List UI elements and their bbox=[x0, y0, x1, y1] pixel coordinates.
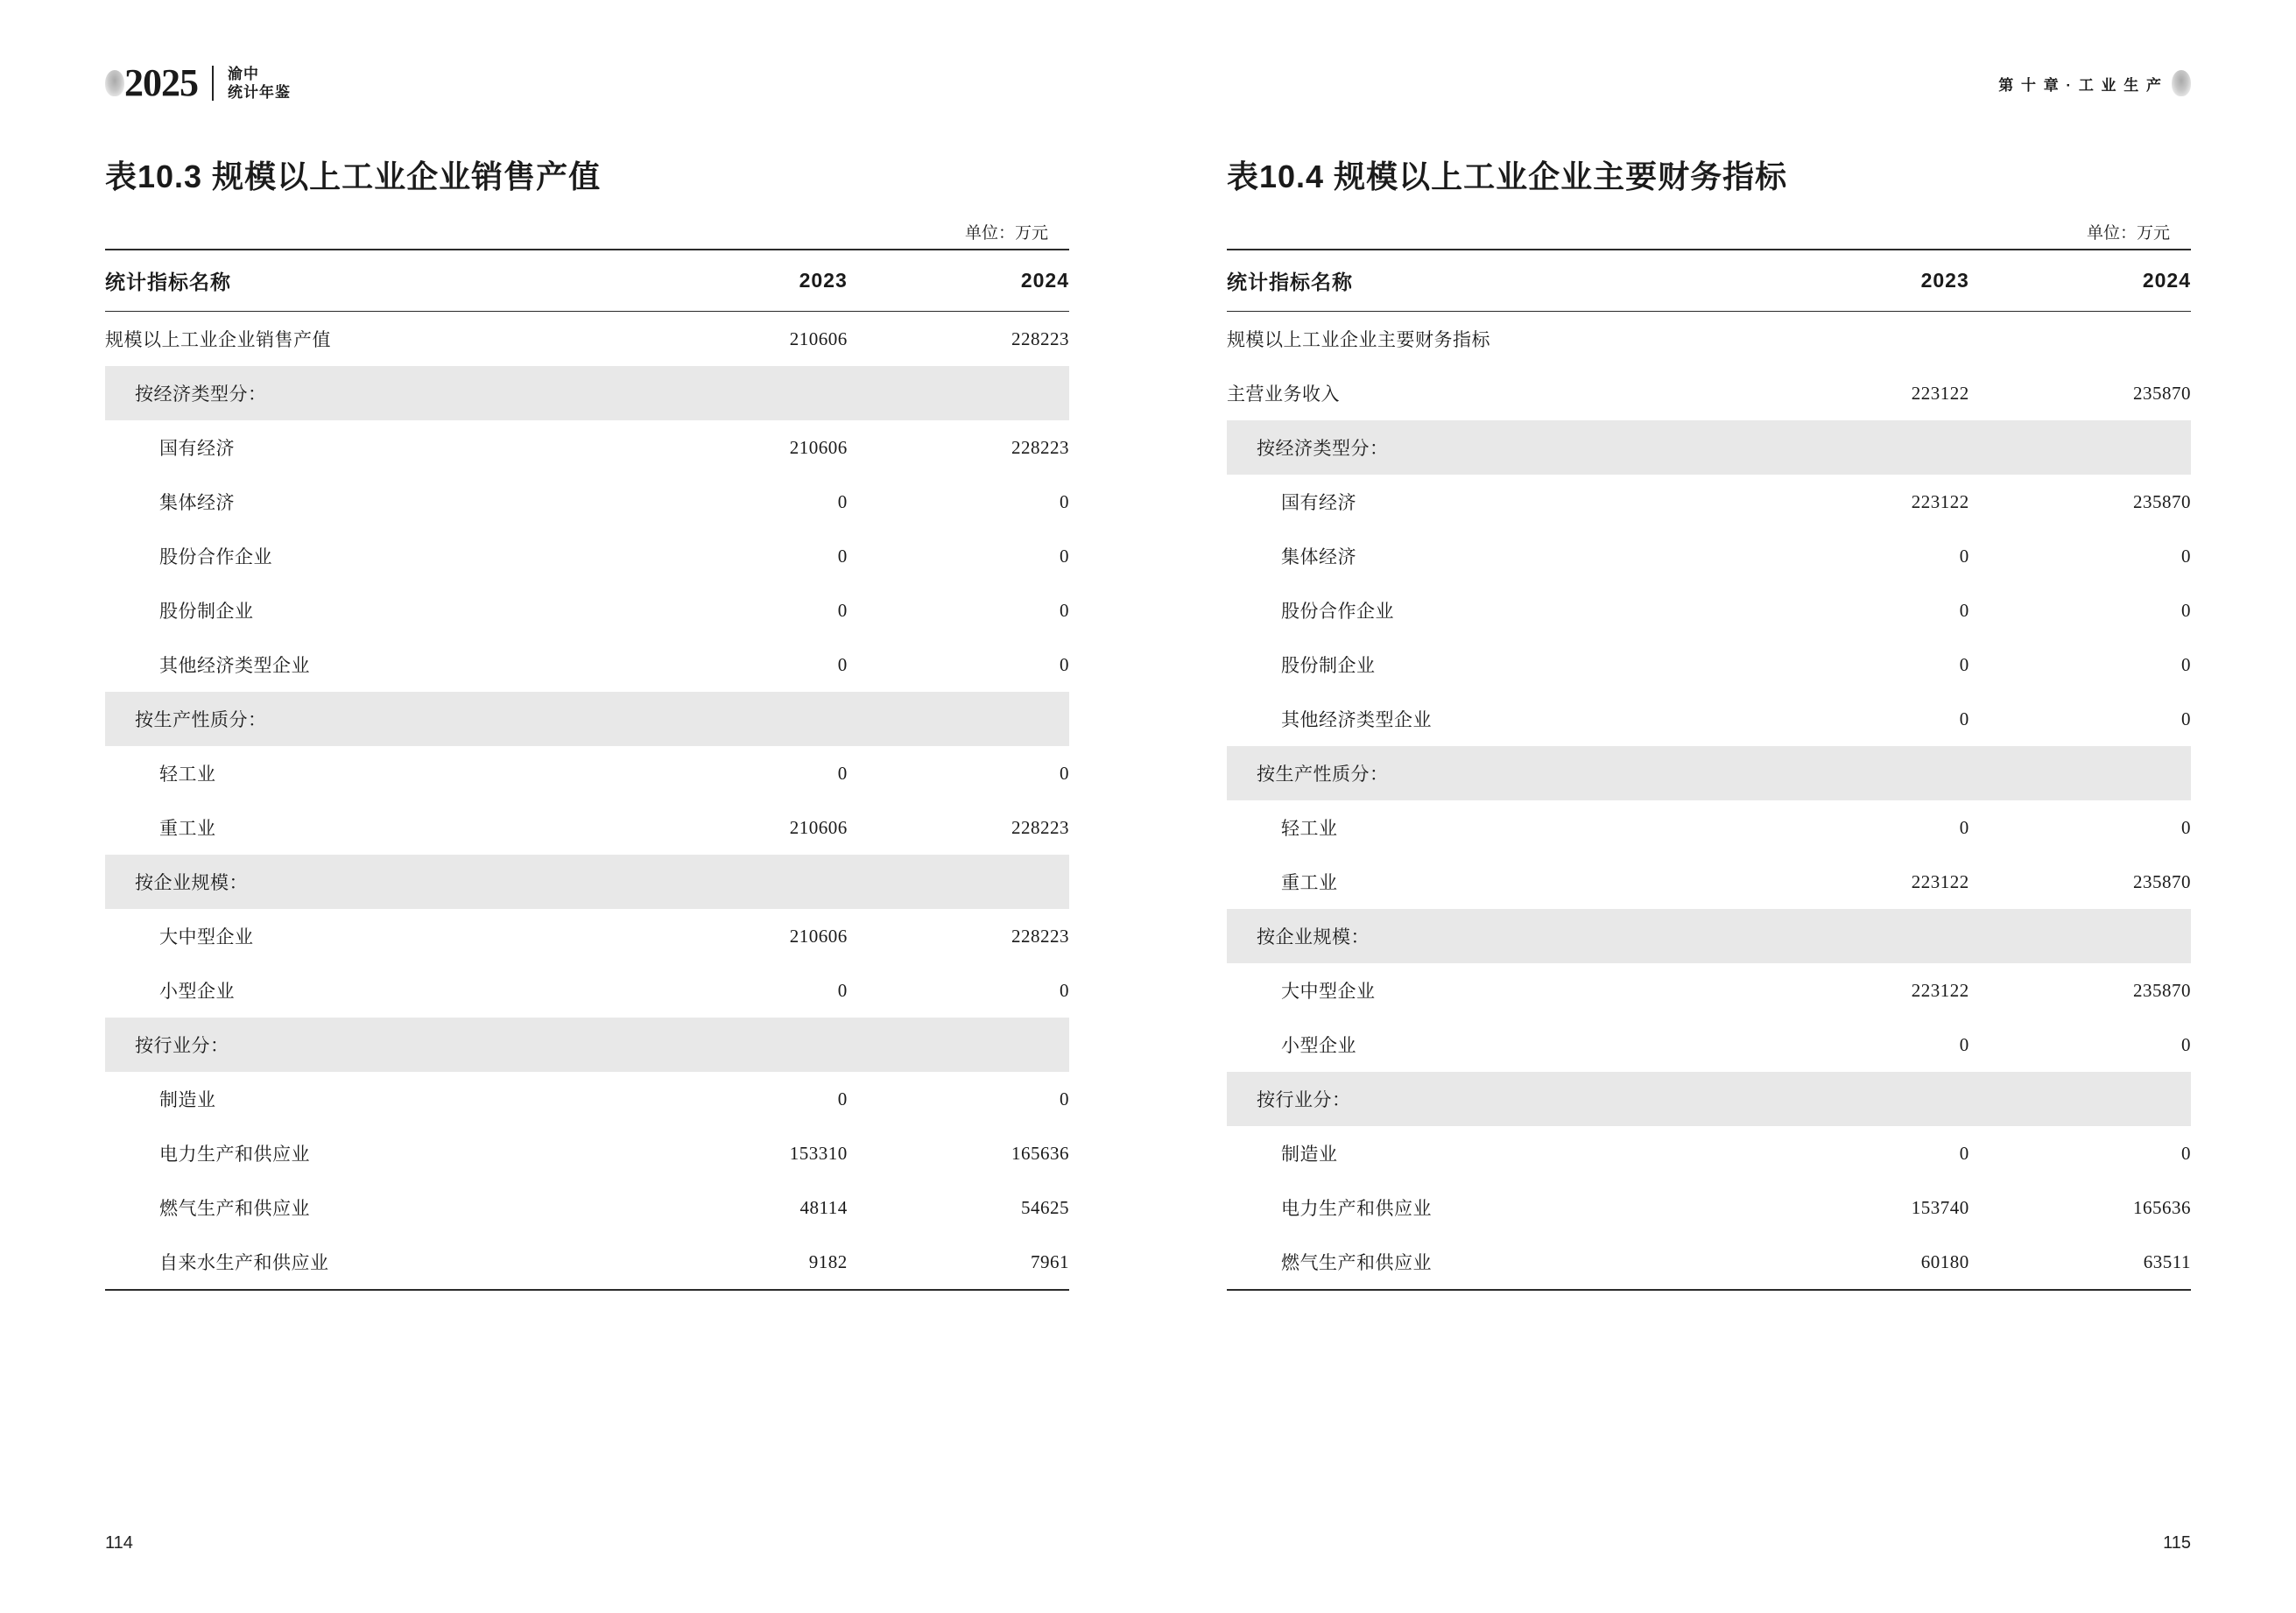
column-header-name: 统计指标名称 bbox=[105, 250, 626, 312]
row-value-2023 bbox=[1748, 312, 1969, 367]
row-label: 规模以上工业企业主要财务指标 bbox=[1227, 330, 1490, 350]
row-value-2024: 0 bbox=[1060, 599, 1069, 621]
row-value-2023: 153740 bbox=[1911, 1196, 1969, 1218]
row-value-2023: 0 bbox=[1959, 545, 1969, 567]
row-value-2023: 210606 bbox=[789, 436, 848, 458]
row-label: 制造业 bbox=[159, 1090, 216, 1110]
row-label: 电力生产和供应业 bbox=[1281, 1199, 1432, 1219]
row-value-2024: 0 bbox=[1060, 762, 1069, 784]
table-row bbox=[105, 855, 1069, 909]
row-label: 按企业规模： bbox=[1227, 909, 1748, 963]
table-row bbox=[1227, 529, 2191, 583]
column-header-name: 统计指标名称 bbox=[1227, 250, 1748, 312]
table-header-row bbox=[105, 250, 1069, 312]
row-label: 股份合作企业 bbox=[159, 547, 272, 567]
row-value-2024: 63511 bbox=[1969, 1235, 2191, 1290]
row-value-2024: 228223 bbox=[1011, 328, 1069, 349]
row-label: 按行业分： bbox=[1227, 1072, 1748, 1126]
row-value-2024 bbox=[848, 366, 1069, 420]
row-value-2023 bbox=[1748, 420, 1969, 475]
table-row bbox=[1227, 637, 2191, 692]
row-value-2023: 9182 bbox=[626, 1235, 848, 1290]
row-value-2024: 165636 bbox=[1011, 1142, 1069, 1164]
table-row bbox=[1227, 855, 2191, 909]
row-value-2023 bbox=[1748, 909, 1969, 963]
row-value-2024 bbox=[1969, 909, 2191, 963]
table-body-right bbox=[1227, 312, 2191, 1291]
row-value-2024: 0 bbox=[2181, 599, 2191, 621]
table-row bbox=[1227, 312, 2191, 367]
table-body-left bbox=[105, 312, 1069, 1291]
row-value-2023 bbox=[626, 1018, 848, 1072]
row-value-2024: 0 bbox=[1060, 979, 1069, 1001]
row-label: 按经济类型分： bbox=[1227, 420, 1748, 475]
row-value-2023: 153310 bbox=[789, 1142, 848, 1164]
row-label: 股份合作企业 bbox=[1281, 602, 1394, 622]
column-header-2023: 2023 bbox=[626, 250, 848, 312]
row-value-2023: 223122 bbox=[1911, 979, 1969, 1001]
row-label: 国有经济 bbox=[159, 439, 235, 459]
row-value-2024: 0 bbox=[1060, 653, 1069, 675]
row-value-2023 bbox=[1748, 1072, 1969, 1126]
row-label: 轻工业 bbox=[1281, 819, 1338, 839]
row-value-2023 bbox=[1748, 746, 1969, 800]
row-label: 按行业分： bbox=[105, 1018, 626, 1072]
row-value-2024 bbox=[1969, 746, 2191, 800]
ornament-icon bbox=[105, 70, 124, 96]
row-value-2023: 0 bbox=[1959, 1142, 1969, 1164]
row-value-2023: 223122 bbox=[1911, 870, 1969, 892]
table-title-right: 表10.4 规模以上工业企业主要财务指标 bbox=[1227, 158, 1788, 194]
row-label: 小型企业 bbox=[159, 982, 235, 1002]
row-value-2023 bbox=[626, 855, 848, 909]
table-10-4 bbox=[1227, 249, 2191, 1291]
table-row bbox=[1227, 366, 2191, 420]
row-value-2023: 0 bbox=[1959, 653, 1969, 675]
row-value-2024: 235870 bbox=[2133, 870, 2191, 892]
row-value-2023: 60180 bbox=[1748, 1235, 1969, 1290]
row-value-2024: 7961 bbox=[848, 1235, 1069, 1290]
yearbook-logo bbox=[124, 61, 291, 104]
table-row bbox=[105, 475, 1069, 529]
table-row bbox=[1227, 1018, 2191, 1072]
row-label: 其他经济类型企业 bbox=[159, 656, 310, 676]
row-label: 制造业 bbox=[1281, 1145, 1338, 1165]
row-value-2024: 0 bbox=[2181, 545, 2191, 567]
ornament-icon bbox=[2172, 70, 2191, 96]
column-header-2023: 2023 bbox=[1748, 250, 1969, 312]
row-value-2024: 228223 bbox=[1011, 816, 1069, 838]
row-value-2024: 0 bbox=[1060, 1088, 1069, 1109]
table-row bbox=[105, 583, 1069, 637]
row-value-2023: 0 bbox=[837, 653, 848, 675]
table-row bbox=[1227, 1126, 2191, 1180]
page-number-left: 114 bbox=[105, 1533, 133, 1553]
table-row bbox=[105, 746, 1069, 800]
row-value-2024: 228223 bbox=[1011, 436, 1069, 458]
row-label: 集体经济 bbox=[1281, 547, 1356, 567]
table-row bbox=[105, 420, 1069, 475]
column-header-2024: 2024 bbox=[848, 250, 1069, 312]
table-row bbox=[1227, 800, 2191, 855]
row-label: 重工业 bbox=[159, 819, 216, 839]
yearbook-subtitle-line1: 渝中 bbox=[228, 65, 259, 82]
table-row bbox=[105, 1235, 1069, 1290]
row-value-2023 bbox=[626, 692, 848, 746]
row-value-2023: 48114 bbox=[799, 1196, 848, 1218]
row-value-2024 bbox=[1969, 420, 2191, 475]
table-unit-left: 单位：万元 bbox=[964, 224, 1048, 243]
table-row bbox=[105, 909, 1069, 963]
row-value-2024 bbox=[848, 1018, 1069, 1072]
table-header-row bbox=[1227, 250, 2191, 312]
row-label: 燃气生产和供应业 bbox=[159, 1199, 310, 1219]
table-row bbox=[105, 800, 1069, 855]
row-value-2023: 0 bbox=[1959, 599, 1969, 621]
row-label: 规模以上工业企业销售产值 bbox=[105, 330, 331, 350]
row-value-2023: 0 bbox=[837, 545, 848, 567]
row-value-2023: 223122 bbox=[1911, 490, 1969, 512]
row-value-2023: 0 bbox=[837, 1088, 848, 1109]
row-value-2024 bbox=[1969, 1072, 2191, 1126]
row-value-2024 bbox=[848, 692, 1069, 746]
row-value-2023: 0 bbox=[1959, 1033, 1969, 1055]
row-label: 股份制企业 bbox=[159, 602, 254, 622]
table-10-3 bbox=[105, 249, 1069, 1291]
table-row bbox=[105, 1126, 1069, 1180]
table-row bbox=[105, 529, 1069, 583]
row-value-2023 bbox=[626, 366, 848, 420]
row-label: 大中型企业 bbox=[1281, 982, 1376, 1002]
table-row bbox=[105, 637, 1069, 692]
row-label: 集体经济 bbox=[159, 493, 235, 513]
row-value-2024 bbox=[1969, 312, 2191, 367]
row-value-2023: 0 bbox=[837, 762, 848, 784]
table-row bbox=[105, 366, 1069, 420]
row-label: 轻工业 bbox=[159, 764, 216, 785]
row-value-2023: 0 bbox=[837, 490, 848, 512]
yearbook-year: 2025 bbox=[124, 61, 198, 104]
row-value-2024: 235870 bbox=[2133, 490, 2191, 512]
row-value-2024: 0 bbox=[2181, 1033, 2191, 1055]
row-value-2023: 0 bbox=[1959, 708, 1969, 729]
row-label: 按经济类型分： bbox=[105, 366, 626, 420]
row-label: 电力生产和供应业 bbox=[159, 1145, 310, 1165]
row-value-2024: 228223 bbox=[1011, 925, 1069, 947]
row-value-2023: 223122 bbox=[1911, 382, 1969, 404]
row-value-2024: 0 bbox=[1060, 545, 1069, 567]
row-value-2024: 54625 bbox=[1021, 1196, 1069, 1218]
row-label: 按企业规模： bbox=[105, 855, 626, 909]
row-value-2024: 0 bbox=[1060, 490, 1069, 512]
row-label: 小型企业 bbox=[1281, 1036, 1356, 1056]
yearbook-subtitle bbox=[228, 65, 291, 102]
page-number-right: 115 bbox=[2163, 1533, 2191, 1553]
table-row bbox=[1227, 1180, 2191, 1235]
right-page bbox=[1148, 0, 2296, 1613]
table-unit-right: 单位：万元 bbox=[2086, 224, 2170, 243]
yearbook-subtitle-line2: 统计年鉴 bbox=[228, 84, 291, 101]
row-label: 按生产性质分： bbox=[1227, 746, 1748, 800]
row-label: 按生产性质分： bbox=[105, 692, 626, 746]
table-row bbox=[105, 1018, 1069, 1072]
table-row bbox=[1227, 746, 2191, 800]
row-value-2024: 235870 bbox=[2133, 979, 2191, 1001]
row-label: 自来水生产和供应业 bbox=[105, 1235, 626, 1290]
row-value-2024: 235870 bbox=[2133, 382, 2191, 404]
table-title-left: 表10.3 规模以上工业企业销售产值 bbox=[105, 158, 602, 194]
chapter-label: 第 十 章 · 工 业 生 产 bbox=[1998, 76, 2163, 94]
table-row bbox=[1227, 420, 2191, 475]
row-label: 股份制企业 bbox=[1281, 656, 1376, 676]
table-row bbox=[105, 963, 1069, 1018]
row-value-2023: 210606 bbox=[789, 925, 848, 947]
table-row bbox=[105, 692, 1069, 746]
row-label: 燃气生产和供应业 bbox=[1227, 1235, 1748, 1290]
row-value-2024: 0 bbox=[2181, 653, 2191, 675]
row-label: 其他经济类型企业 bbox=[1281, 710, 1432, 730]
column-header-2024: 2024 bbox=[1969, 250, 2191, 312]
table-row bbox=[105, 1072, 1069, 1126]
row-value-2024 bbox=[848, 855, 1069, 909]
table-row bbox=[1227, 1072, 2191, 1126]
table-row bbox=[1227, 963, 2191, 1018]
row-value-2023: 210606 bbox=[789, 328, 848, 349]
row-value-2024: 165636 bbox=[2133, 1196, 2191, 1218]
row-value-2024: 0 bbox=[2181, 708, 2191, 729]
row-value-2023: 0 bbox=[1959, 816, 1969, 838]
table-row bbox=[105, 1180, 1069, 1235]
row-value-2023: 210606 bbox=[789, 816, 848, 838]
logo-divider bbox=[212, 66, 214, 101]
row-value-2023: 0 bbox=[837, 599, 848, 621]
table-row bbox=[1227, 909, 2191, 963]
table-row bbox=[1227, 583, 2191, 637]
row-value-2023: 0 bbox=[837, 979, 848, 1001]
table-row bbox=[1227, 1235, 2191, 1290]
table-row bbox=[105, 312, 1069, 367]
row-label: 主营业务收入 bbox=[1227, 384, 1340, 405]
table-row bbox=[1227, 475, 2191, 529]
running-head-right bbox=[1227, 53, 2191, 114]
row-label: 国有经济 bbox=[1281, 493, 1356, 513]
running-head-left bbox=[105, 53, 1069, 114]
row-value-2024: 0 bbox=[2181, 1142, 2191, 1164]
table-row bbox=[1227, 692, 2191, 746]
row-label: 重工业 bbox=[1281, 873, 1338, 893]
row-value-2024: 0 bbox=[2181, 816, 2191, 838]
row-label: 大中型企业 bbox=[159, 927, 254, 947]
